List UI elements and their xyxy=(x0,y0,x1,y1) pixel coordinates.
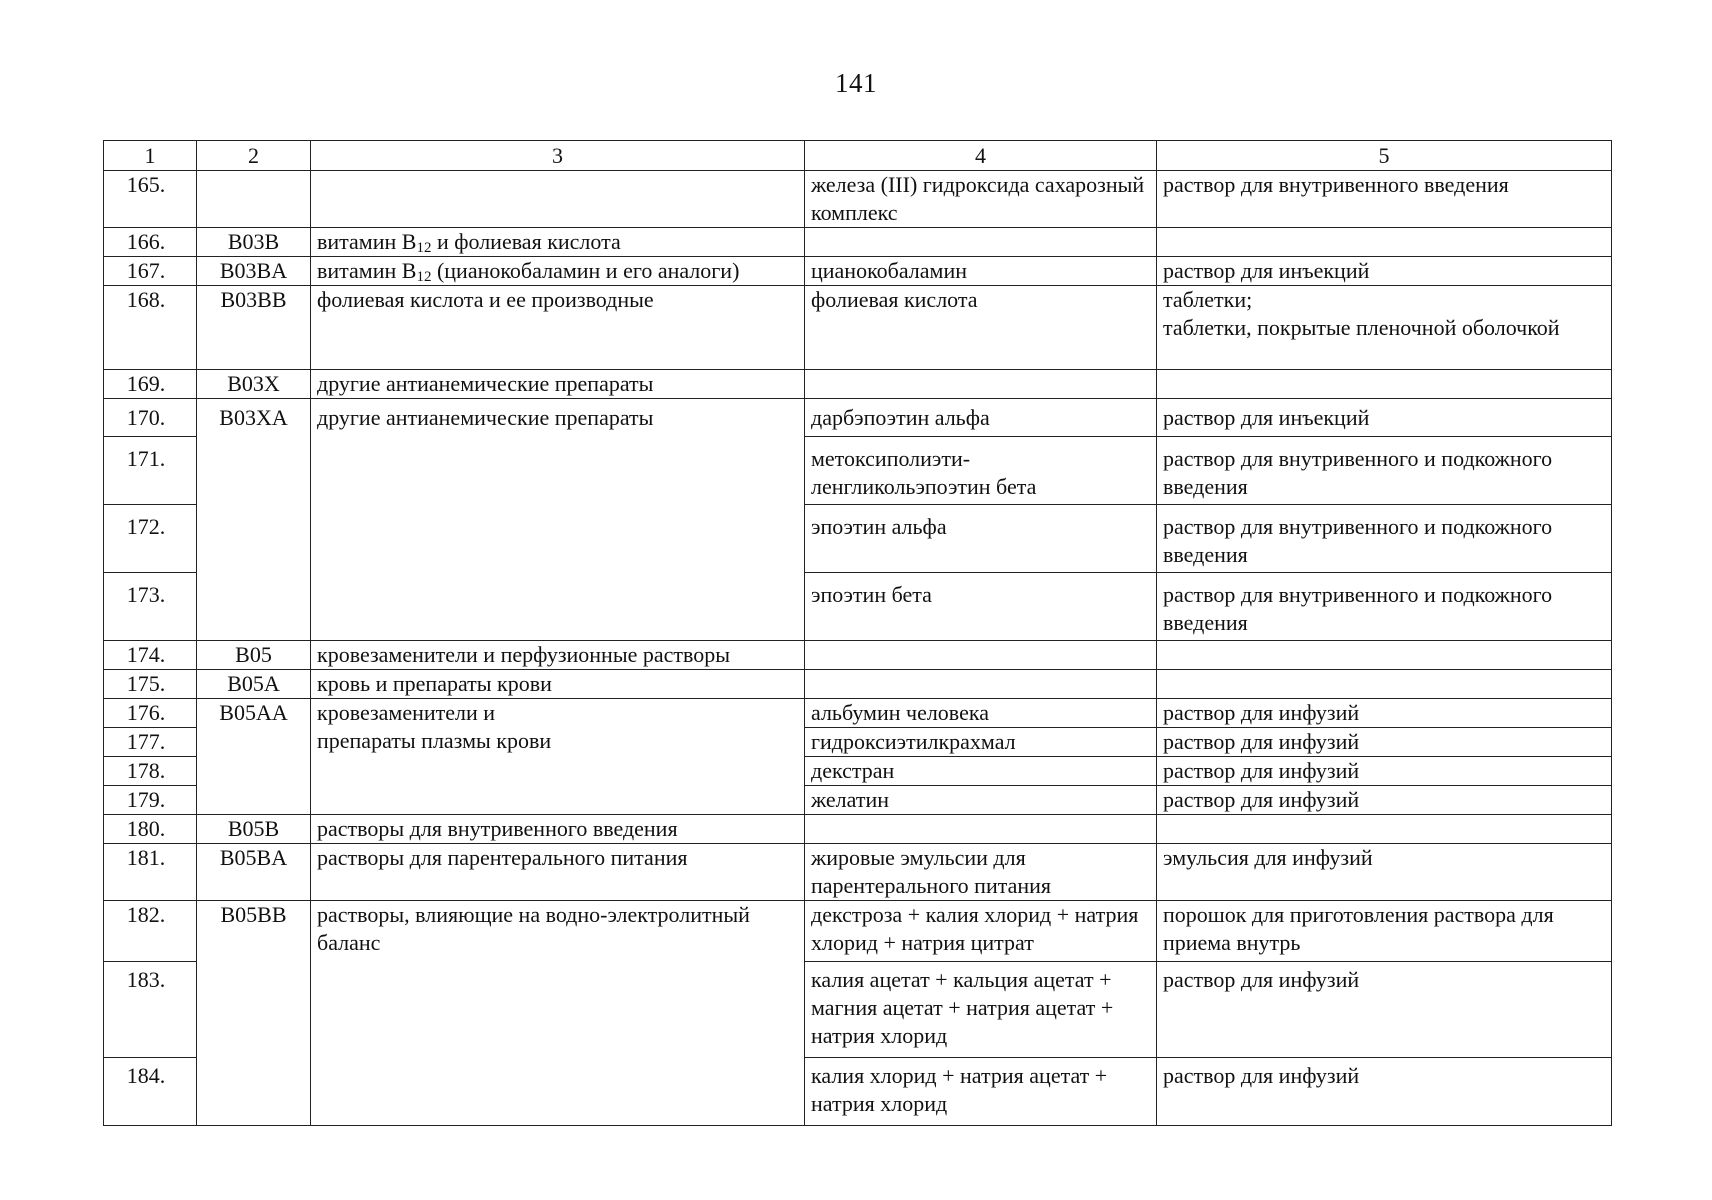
atc-code: B05B xyxy=(197,815,311,844)
table-row xyxy=(104,815,1612,844)
drug-name xyxy=(805,228,1157,257)
group-name: другие антианемические препараты xyxy=(311,370,805,399)
drug-name: декстран xyxy=(805,757,1157,786)
dosage-form: раствор для внутривенного и подкожного введения xyxy=(1157,505,1612,573)
dosage-form: эмульсия для инфузий xyxy=(1157,844,1612,901)
table-row xyxy=(104,171,1612,228)
table-row xyxy=(104,641,1612,670)
atc-code: B05AA xyxy=(197,699,311,815)
atc-code: B03BA xyxy=(197,257,311,286)
dosage-form: раствор для инфузий xyxy=(1157,728,1612,757)
row-number: 183. xyxy=(104,962,197,1058)
dosage-form: раствор для внутривенного и подкожного введения xyxy=(1157,573,1612,641)
dosage-form: раствор для инфузий xyxy=(1157,699,1612,728)
drug-name xyxy=(805,815,1157,844)
atc-code xyxy=(197,171,311,228)
atc-code: B03B xyxy=(197,228,311,257)
drug-name: гидроксиэтилкрахмал xyxy=(805,728,1157,757)
dosage-form xyxy=(1157,670,1612,699)
group-name: витамин $B_{12}$ и фолиевая кислота xyxy=(311,228,805,257)
dosage-form: раствор для инфузий xyxy=(1157,786,1612,815)
drug-name: дарбэпоэтин альфа xyxy=(805,399,1157,437)
dosage-form: раствор для внутривенного введения xyxy=(1157,171,1612,228)
drug-name: фолиевая кислота xyxy=(805,286,1157,370)
column-header: 3 xyxy=(311,141,805,171)
dosage-form xyxy=(1157,641,1612,670)
atc-code: B05BA xyxy=(197,844,311,901)
drug-name: жировые эмульсии для парентерального питания xyxy=(805,844,1157,901)
table-row xyxy=(104,844,1612,901)
table-row xyxy=(104,399,1612,437)
dosage-form: таблетки; таблетки, покрытые пленочной оболочкой xyxy=(1157,286,1612,370)
row-number: 166. xyxy=(104,228,197,257)
table-row xyxy=(104,901,1612,962)
table-row xyxy=(104,257,1612,286)
row-number: 172. xyxy=(104,505,197,573)
drug-name: эпоэтин бета xyxy=(805,573,1157,641)
column-header: 4 xyxy=(805,141,1157,171)
column-header: 1 xyxy=(104,141,197,171)
row-number: 179. xyxy=(104,786,197,815)
row-number: 170. xyxy=(104,399,197,437)
table-row xyxy=(104,699,1612,728)
drug-name xyxy=(805,670,1157,699)
drug-name: эпоэтин альфа xyxy=(805,505,1157,573)
group-name: витамин $B_{12}$ (цианокобаламин и его аналоги) xyxy=(311,257,805,286)
group-name: растворы, влияющие на водно-электролитный баланс xyxy=(311,901,805,1126)
column-header: 5 xyxy=(1157,141,1612,171)
row-number: 167. xyxy=(104,257,197,286)
dosage-form: раствор для инфузий xyxy=(1157,1058,1612,1126)
atc-code: B03XA xyxy=(197,399,311,641)
row-number: 176. xyxy=(104,699,197,728)
atc-code: B05BB xyxy=(197,901,311,1126)
group-name: другие антианемические препараты xyxy=(311,399,805,641)
dosage-form: порошок для приготовления раствора для приема внутрь xyxy=(1157,901,1612,962)
group-name: кровезаменители и препараты плазмы крови xyxy=(311,699,805,815)
row-number: 178. xyxy=(104,757,197,786)
atc-code: B03BB xyxy=(197,286,311,370)
row-number: 177. xyxy=(104,728,197,757)
group-name: кровезаменители и перфузионные растворы xyxy=(311,641,805,670)
dosage-form: раствор для инъекций xyxy=(1157,399,1612,437)
dosage-form: раствор для инфузий xyxy=(1157,757,1612,786)
group-name: фолиевая кислота и ее производные xyxy=(311,286,805,370)
drug-name: альбумин человека xyxy=(805,699,1157,728)
drug-name xyxy=(805,370,1157,399)
row-number: 184. xyxy=(104,1058,197,1126)
page-number: 141 xyxy=(835,68,877,98)
row-number: 173. xyxy=(104,573,197,641)
column-header: 2 xyxy=(197,141,311,171)
atc-code: B05 xyxy=(197,641,311,670)
atc-code: B05A xyxy=(197,670,311,699)
drug-name: железа (III) гидроксида сахарозный комплекс xyxy=(805,171,1157,228)
dosage-form: раствор для инфузий xyxy=(1157,962,1612,1058)
dosage-form xyxy=(1157,815,1612,844)
row-number: 174. xyxy=(104,641,197,670)
dosage-form: раствор для внутривенного и подкожного введения xyxy=(1157,437,1612,505)
group-name: растворы для внутривенного введения xyxy=(311,815,805,844)
drug-name: цианокобаламин xyxy=(805,257,1157,286)
group-name: кровь и препараты крови xyxy=(311,670,805,699)
drug-name: калия ацетат + кальция ацетат + магния ацетат + натрия ацетат + натрия хлорид xyxy=(805,962,1157,1058)
table-row xyxy=(104,670,1612,699)
drug-table xyxy=(103,140,1612,1126)
row-number: 171. xyxy=(104,437,197,505)
dosage-form xyxy=(1157,370,1612,399)
drug-name xyxy=(805,641,1157,670)
row-number: 180. xyxy=(104,815,197,844)
table-header-row xyxy=(104,141,1612,171)
row-number: 168. xyxy=(104,286,197,370)
row-number: 182. xyxy=(104,901,197,962)
row-number: 165. xyxy=(104,171,197,228)
drug-name: калия хлорид + натрия ацетат + натрия хлорид xyxy=(805,1058,1157,1126)
drug-name: метоксиполиэти- ленгликольэпоэтин бета xyxy=(805,437,1157,505)
atc-code: B03X xyxy=(197,370,311,399)
group-name xyxy=(311,171,805,228)
dosage-form xyxy=(1157,228,1612,257)
group-name: растворы для парентерального питания xyxy=(311,844,805,901)
row-number: 169. xyxy=(104,370,197,399)
drug-name: декстроза + калия хлорид + натрия хлорид + натрия цитрат xyxy=(805,901,1157,962)
dosage-form: раствор для инъекций xyxy=(1157,257,1612,286)
table-row xyxy=(104,228,1612,257)
row-number: 181. xyxy=(104,844,197,901)
table-row xyxy=(104,286,1612,370)
table-row xyxy=(104,370,1612,399)
drug-name: желатин xyxy=(805,786,1157,815)
row-number: 175. xyxy=(104,670,197,699)
